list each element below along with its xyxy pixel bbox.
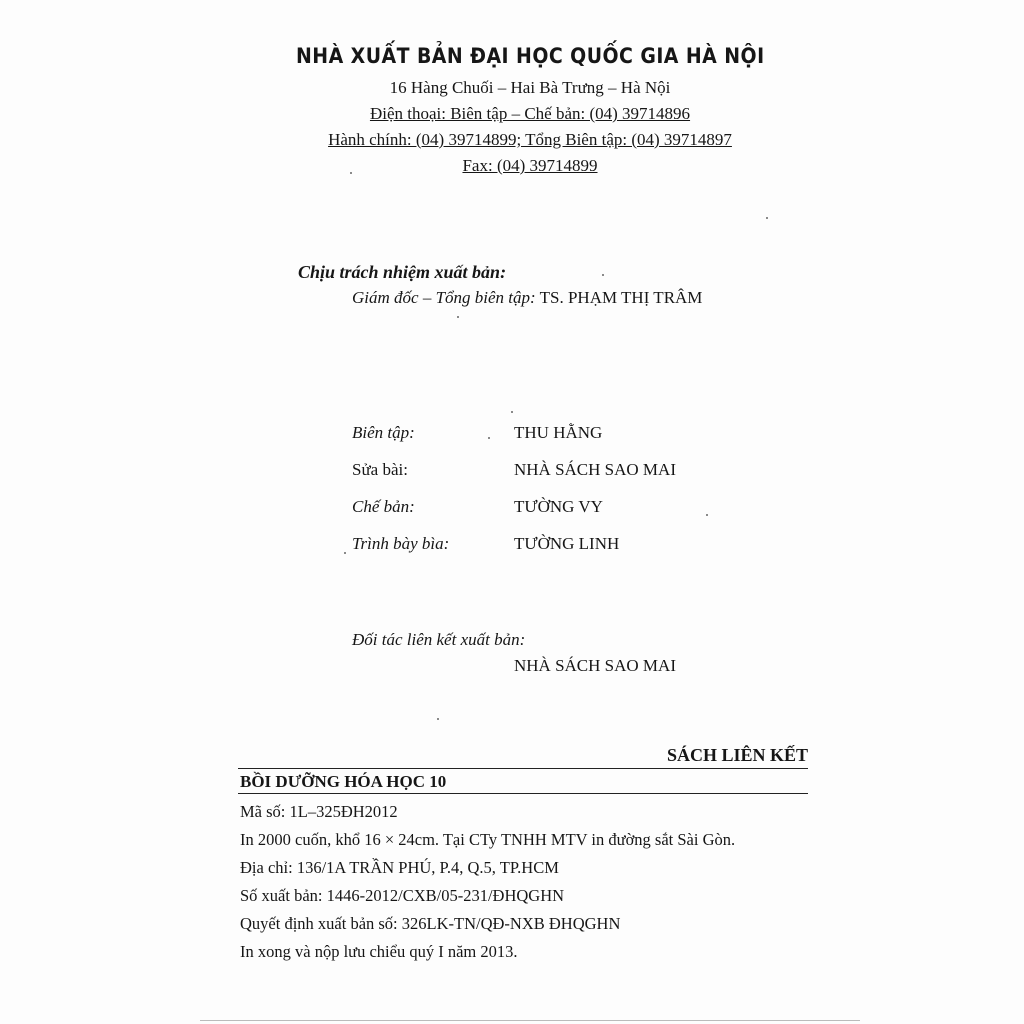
imprint-details bbox=[240, 798, 735, 966]
publisher-phone-edit-text: Điện thoại: Biên tập – Chế bản: (04) 39714896 bbox=[369, 104, 691, 123]
imprint-top-rule bbox=[238, 768, 808, 769]
imprint-print-run: In 2000 cuốn, khổ 16 × 24cm. Tại CTy TNHH MTV in đường sắt Sài Gòn. bbox=[240, 830, 736, 849]
publisher-phone-admin-text: Hành chính: (04) 39714899; Tổng Biên tập: (04) 39714897 bbox=[328, 130, 732, 149]
imprint-decision-number: Quyết định xuất bản số: 326LK-TN/QĐ-NXB ĐHQGHN bbox=[240, 914, 621, 933]
book-title: BỒI DƯỠNG HÓA HỌC 10 bbox=[240, 772, 447, 791]
print-speck bbox=[350, 172, 352, 174]
page-bottom-edge bbox=[200, 1020, 860, 1021]
print-speck bbox=[602, 274, 604, 276]
credit-name: TƯỜNG VY bbox=[514, 497, 603, 516]
credit-role: Sửa bài: bbox=[352, 460, 408, 479]
director-role: Giám đốc – Tổng biên tập: bbox=[352, 288, 536, 307]
credit-name: NHÀ SÁCH SAO MAI bbox=[514, 460, 676, 479]
responsibility-director bbox=[352, 288, 702, 308]
print-speck bbox=[344, 552, 346, 554]
publisher-phone-admin bbox=[0, 127, 1024, 153]
credit-role: Chế bản: bbox=[352, 497, 415, 516]
book-title-rule bbox=[238, 793, 808, 794]
imprint-address: Địa chỉ: 136/1A TRẦN PHÚ, P.4, Q.5, TP.HCM bbox=[240, 858, 559, 877]
imprint-code: Mã số: 1L–325ĐH2012 bbox=[240, 802, 398, 821]
print-speck bbox=[488, 437, 490, 439]
credit-name: TƯỜNG LINH bbox=[514, 534, 620, 553]
credit-name: THU HẰNG bbox=[514, 423, 603, 442]
print-speck bbox=[511, 411, 513, 413]
partner-title: Đối tác liên kết xuất bản: bbox=[352, 630, 526, 649]
partner-name: NHÀ SÁCH SAO MAI bbox=[514, 656, 676, 675]
publisher-fax-text: Fax: (04) 39714899 bbox=[462, 156, 598, 175]
publisher-fax bbox=[0, 153, 1024, 179]
director-name: TS. PHẠM THỊ TRÂM bbox=[539, 288, 703, 307]
series-label: SÁCH LIÊN KẾT bbox=[666, 745, 808, 765]
print-speck bbox=[766, 217, 768, 219]
responsibility-title: Chịu trách nhiệm xuất bản: bbox=[298, 262, 507, 282]
imprint-deposit: In xong và nộp lưu chiểu quý I năm 2013. bbox=[240, 942, 518, 961]
publisher-phone-edit bbox=[0, 101, 1024, 127]
print-speck bbox=[457, 316, 459, 318]
print-speck bbox=[437, 718, 439, 720]
credit-role: Biên tập: bbox=[352, 423, 415, 442]
publisher-header bbox=[0, 44, 1024, 179]
credit-role: Trình bày bìa: bbox=[352, 534, 450, 553]
publisher-name: NHÀ XUẤT BẢN ĐẠI HỌC QUỐC GIA HÀ NỘI bbox=[295, 44, 765, 68]
imprint-publication-number: Số xuất bản: 1446-2012/CXB/05-231/ĐHQGHN bbox=[240, 886, 565, 905]
publisher-address: 16 Hàng Chuối – Hai Bà Trưng – Hà Nội bbox=[389, 78, 671, 97]
print-speck bbox=[706, 514, 708, 516]
